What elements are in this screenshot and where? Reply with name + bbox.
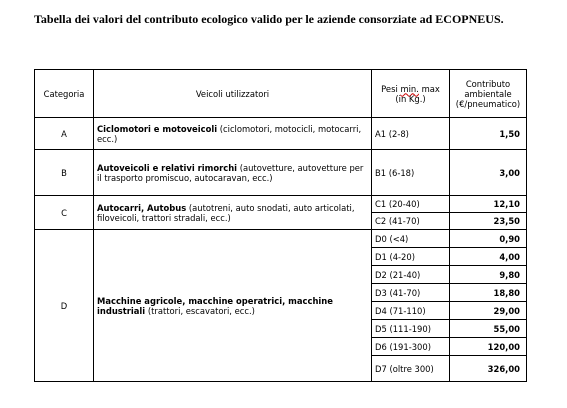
category-b: B — [35, 150, 94, 196]
weight-d6: D6 (191-300) — [372, 338, 450, 356]
weight-d1: D1 (4-20) — [372, 248, 450, 266]
table-row — [35, 118, 527, 150]
table-row — [35, 230, 527, 248]
document-title: Tabella dei valori del contributo ecologico valido per le aziende consorziate ad ECOPNEUS. — [34, 12, 504, 26]
table-header-row — [35, 70, 527, 118]
vehicles-d: Macchine agricole, macchine operatrici, macchine industriali (trattori, escavatori, ecc.) — [94, 230, 372, 382]
weight-d4: D4 (71-110) — [372, 302, 450, 320]
amount-c1: 12,10 — [450, 196, 527, 213]
weight-d2: D2 (21-40) — [372, 266, 450, 284]
weight-c1: C1 (20-40) — [372, 196, 450, 213]
amount-d0: 0,90 — [450, 230, 527, 248]
weight-c2: C2 (41-70) — [372, 213, 450, 230]
category-a: A — [35, 118, 94, 150]
amount-d4: 29,00 — [450, 302, 527, 320]
vehicles-b: Autoveicoli e relativi rimorchi (autovetture, autovetture per il trasporto promiscuo, autocaravan, ecc.) — [94, 150, 372, 196]
weight-a1: A1 (2-8) — [372, 118, 450, 150]
amount-d6: 120,00 — [450, 338, 527, 356]
amount-a1: 1,50 — [450, 118, 527, 150]
header-pesi: Pesi min. max (in Kg.) — [372, 70, 450, 118]
category-d: D — [35, 230, 94, 382]
header-veicoli: Veicoli utilizzatori — [94, 70, 372, 118]
amount-d2: 9,80 — [450, 266, 527, 284]
table-row — [35, 196, 527, 213]
amount-b1: 3,00 — [450, 150, 527, 196]
vehicles-c: Autocarri, Autobus (autotreni, auto snodati, auto articolati, filoveicoli, trattori stradali, ecc.) — [94, 196, 372, 230]
header-categoria: Categoria — [35, 70, 94, 118]
weight-d0: D0 (<4) — [372, 230, 450, 248]
amount-c2: 23,50 — [450, 213, 527, 230]
header-contributo: Contributo ambientale (€/pneumatico) — [450, 70, 527, 118]
amount-d7: 326,00 — [450, 356, 527, 382]
weight-d7: D7 (oltre 300) — [372, 356, 450, 382]
amount-d1: 4,00 — [450, 248, 527, 266]
weight-d5: D5 (111-190) — [372, 320, 450, 338]
weight-b1: B1 (6-18) — [372, 150, 450, 196]
amount-d5: 55,00 — [450, 320, 527, 338]
table-row — [35, 150, 527, 196]
weight-d3: D3 (41-70) — [372, 284, 450, 302]
vehicles-a: Ciclomotori e motoveicoli (ciclomotori, motocicli, motocarri, ecc.) — [94, 118, 372, 150]
amount-d3: 18,80 — [450, 284, 527, 302]
contribution-table — [34, 69, 527, 382]
category-c: C — [35, 196, 94, 230]
